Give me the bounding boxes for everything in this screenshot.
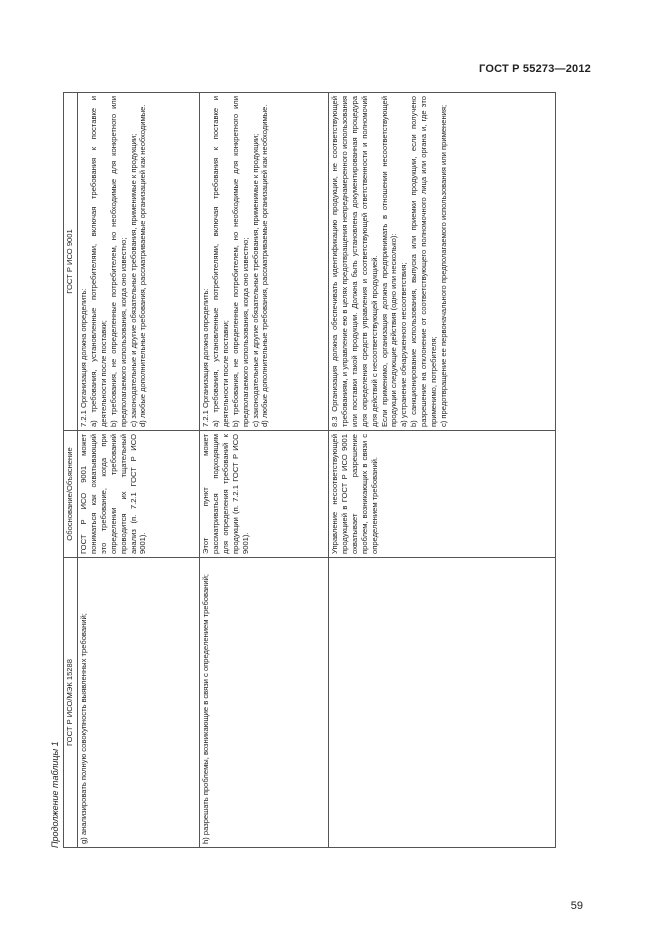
table-row (200, 93, 329, 848)
table-cell: Этот пункт может рассматриваться подходящим для определения требований к продукции (п. 7.2.1 ГОСТ Р ИСО 9001). (200, 431, 329, 558)
table-row (78, 93, 200, 848)
text-line: a) устранение обнаруженного несоответствия; (399, 262, 409, 427)
text-line: a) требования, установленные потребителями, включая требования к поставке и деятельности после поставки; (210, 96, 230, 427)
text-line: 7.2.1 Организация должна определить: (201, 288, 210, 427)
column-header: ГОСТ Р ИСО 9001 (64, 93, 78, 431)
text-line: c) законодательные и другие обязательные требования, применимые к продукции; (250, 133, 260, 427)
table-cell: ГОСТ Р ИСО 9001 может пониматься как охватывающий это требование, когда при определении требований проводится их тщательный анализ (п. 7.2.1 ГОСТ Р ИСО 9001). (78, 431, 200, 558)
text-line: b) санкционирование использования, выпуска или приемки продукции, если получено разрешение на отклонение от соответствующего полномочного лица или органа и, где это применимо, потребителя; (409, 96, 439, 427)
text-line: 8.3 Организация должна обеспечивать идентификацию продукции, не соответствующей требованиям, и управление ею в целях предотвращения непреднамеренного использования или поставки такой продукции. Должна быть установлена документированная процедура для определения средств управления и соответствующей ответственности и полномочий для действий с несоответствующей продукцией. (330, 96, 379, 427)
rotated-table-block (47, 93, 555, 848)
text-line: b) требования, не определенные потребителем, но необходимые для конкретного или предполагаемого использования, когда оно известно; (230, 96, 250, 427)
text-line: a) требования, установленные потребителями, включая требования к поставке и деятельности после поставки; (88, 96, 108, 427)
table-cell: g) анализировать полную совокупность выявленных требований; (78, 558, 200, 848)
text-line: b) требования, не определенные потребителем, но необходимые для конкретного или предполагаемого использования, когда оно известно; (108, 96, 128, 427)
table-row (329, 93, 556, 848)
table-cell (329, 558, 556, 848)
page-number: 59 (570, 900, 583, 912)
comparison-table (63, 92, 556, 848)
table-header-row (64, 93, 78, 848)
column-header: ГОСТ Р ИСО/МЭК 15288 (64, 558, 78, 848)
document-header: ГОСТ Р 55273—2012 (479, 63, 591, 75)
table-cell (200, 93, 329, 431)
text-line: c) предотвращение ее первоначального предполагаемого использования или применения; (438, 104, 448, 427)
table-caption: Продолжение таблицы 1 (50, 741, 60, 848)
text-line: d) любые дополнительные требования, рассматриваемые организацией как необходимые. (138, 104, 148, 427)
text-line: d) любые дополнительные требования, рассматриваемые организацией как необходимые. (260, 104, 270, 427)
column-header: Обоснование/Объяснение (64, 431, 78, 558)
table-cell (78, 93, 200, 431)
text-line: c) законодательные и другие обязательные требования, применимые к продукции; (128, 133, 138, 427)
text-line: 7.2.1 Организация должна определить: (79, 288, 88, 427)
table-cell: Управление несоответствующей продукцией в ГОСТ Р ИСО 9001 охватывает разрешение проблем, возникающих в связи с определением требований. (329, 431, 556, 558)
text-line: Если применимо, организация должна предпринимать в отношении несоответствующей продукции следующие действия (одно или несколько): (379, 96, 399, 427)
table-cell: h) разрешать проблемы, возникающие в связи с определением требований; (200, 558, 329, 848)
table-cell (329, 93, 556, 431)
